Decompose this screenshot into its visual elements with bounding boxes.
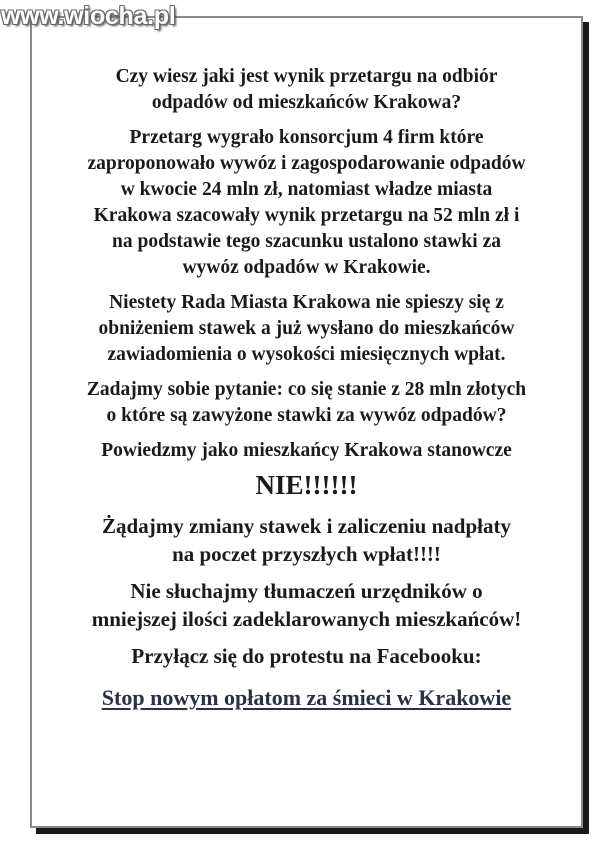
text-line: Nie słuchajmy tłumaczeń urzędników o [130,579,483,603]
text-line: mniejszej ilości zadeklarowanych mieszkańców! [91,607,522,631]
paragraph-join: Przyłącz się do protestu na Facebooku: [131,644,482,668]
paragraph-say-no [32,438,581,464]
paragraph-question [32,64,581,116]
paragraph-city-council [32,290,581,368]
text-line: zaproponowało wywóz i zagospodarowanie odpadów [87,153,526,174]
text-line: w kwocie 24 mln zł, natomiast władze miasta [120,179,493,200]
text-line: wywóz odpadów w Krakowie. [182,257,431,278]
text-line: Krakowa szacowały wynik przetargu na 52 mln zł i [93,205,520,226]
nie-headline: NIE!!!!!! [255,470,358,500]
text-line: Zadajmy sobie pytanie: co się stanie z 28 mln złotych [86,379,527,400]
paragraph-officials [32,577,581,633]
text-line: Żądajmy zmiany stawek i zaliczeniu nadpłaty [102,514,511,538]
text-line: Czy wiesz jaki jest wynik przetargu na odbiór [115,66,498,87]
text-line: zawiadomienia o wysokości miesięcznych wpłat. [107,344,506,365]
text-line: Przetarg wygrało konsorcjum 4 firm które [129,127,484,148]
flyer-content [32,64,581,713]
text-line: o które są zawyżone stawki za wywóz odpadów? [106,405,507,426]
text-line: na poczet przyszłych wpłat!!!! [172,542,441,566]
flyer-frame [30,16,583,828]
text-line: na podstawie tego szacunku ustalono stawki za [112,231,501,252]
text-line: obniżeniem stawek a już wysłano do mieszkańców [98,318,515,339]
text-line: odpadów od mieszkańców Krakowa? [151,92,462,113]
text-line: Powiedzmy jako mieszkańcy Krakowa stanowcze [101,440,512,461]
watermark-logo: www.wiocha.pl [1,2,176,30]
paragraph-tender-result [32,125,581,281]
paragraph-question-28mln [32,377,581,429]
facebook-group-link[interactable]: Stop nowym opłatom za śmieci w Krakowie [101,685,512,710]
text-line: Niestety Rada Miasta Krakowa nie spieszy się z [109,292,504,313]
paragraph-demand [32,512,581,568]
